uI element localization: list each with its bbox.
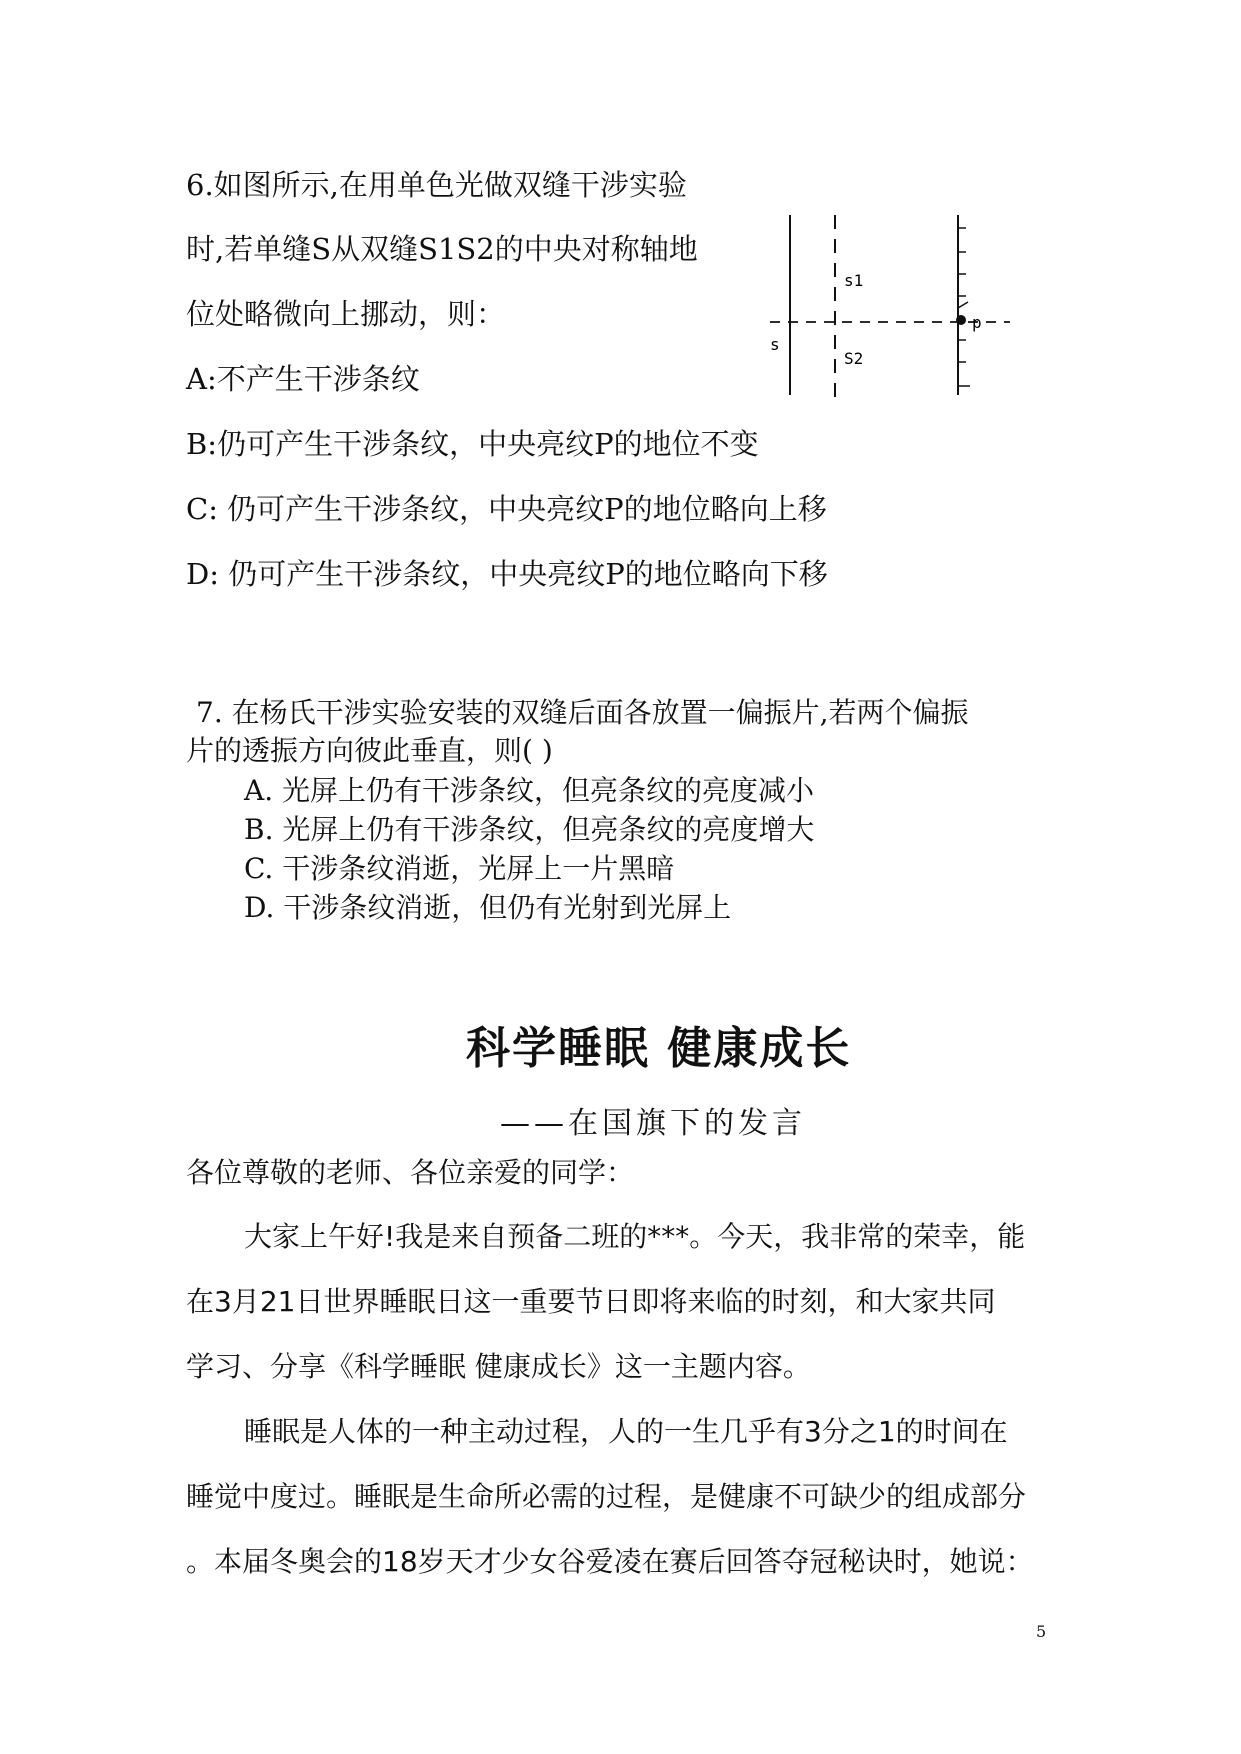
label-s: s: [770, 335, 780, 354]
page-number: 5: [1036, 1622, 1047, 1641]
q6-line-3: 位处略微向上挪动，则：: [186, 297, 506, 331]
double-slit-diagram: [760, 210, 1020, 400]
speech-line-1: 大家上午好!我是来自预备二班的***。今天，我非常的荣幸，能: [244, 1220, 1026, 1253]
label-s1: s1: [844, 271, 864, 290]
q7-line-1: 7. 在杨氏干涉实验安装的双缝后面各放置一偏振片,若两个偏振: [196, 696, 969, 729]
bright-fringe-p-dot: [956, 315, 966, 325]
q6-option-d: D: 仍可产生干涉条纹，中央亮纹P的地位略向下移: [186, 557, 828, 591]
q7-option-c: C. 干涉条纹消逝，光屏上一片黑暗: [244, 852, 675, 885]
q7-line-2: 片的透振方向彼此垂直，则( ): [186, 734, 553, 767]
q6-option-b: B:仍可产生干涉条纹，中央亮纹P的地位不变: [186, 427, 759, 461]
q7-option-d: D. 干涉条纹消逝，但仍有光射到光屏上: [244, 891, 732, 924]
speech-line-5: 睡觉中度过。睡眠是生命所必需的过程，是健康不可缺少的组成部分: [186, 1480, 1027, 1513]
label-p: p: [972, 313, 982, 332]
speech-title: 科学睡眠 健康成长: [466, 1023, 852, 1074]
speech-line-4: 睡眠是人体的一种主动过程，人的一生几乎有3分之1的时间在: [244, 1415, 1008, 1448]
speech-line-6: 。本届冬奥会的18岁天才少女谷爱凌在赛后回答夺冠秘诀时，她说：: [186, 1545, 1034, 1578]
speech-line-3: 学习、分享《科学睡眠 健康成长》这一主题内容。: [186, 1350, 811, 1383]
label-s2: S2: [844, 349, 864, 368]
speech-subtitle: ——在国旗下的发言: [500, 1106, 806, 1141]
q6-line-1: 6.如图所示,在用单色光做双缝干涉实验: [186, 168, 687, 202]
q6-line-2: 时,若单缝S从双缝S1S2的中央对称轴地: [186, 232, 698, 266]
speech-greeting: 各位尊敬的老师、各位亲爱的同学：: [186, 1156, 635, 1189]
q6-option-a: A:不产生干涉条纹: [186, 362, 420, 396]
q7-option-a: A. 光屏上仍有干涉条纹，但亮条纹的亮度减小: [244, 774, 815, 807]
q6-option-c: C: 仍可产生干涉条纹，中央亮纹P的地位略向上移: [186, 492, 827, 526]
speech-line-2: 在3月21日世界睡眠日这一重要节日即将来临的时刻，和大家共同: [186, 1285, 996, 1318]
q7-option-b: B. 光屏上仍有干涉条纹，但亮条纹的亮度增大: [244, 813, 815, 846]
